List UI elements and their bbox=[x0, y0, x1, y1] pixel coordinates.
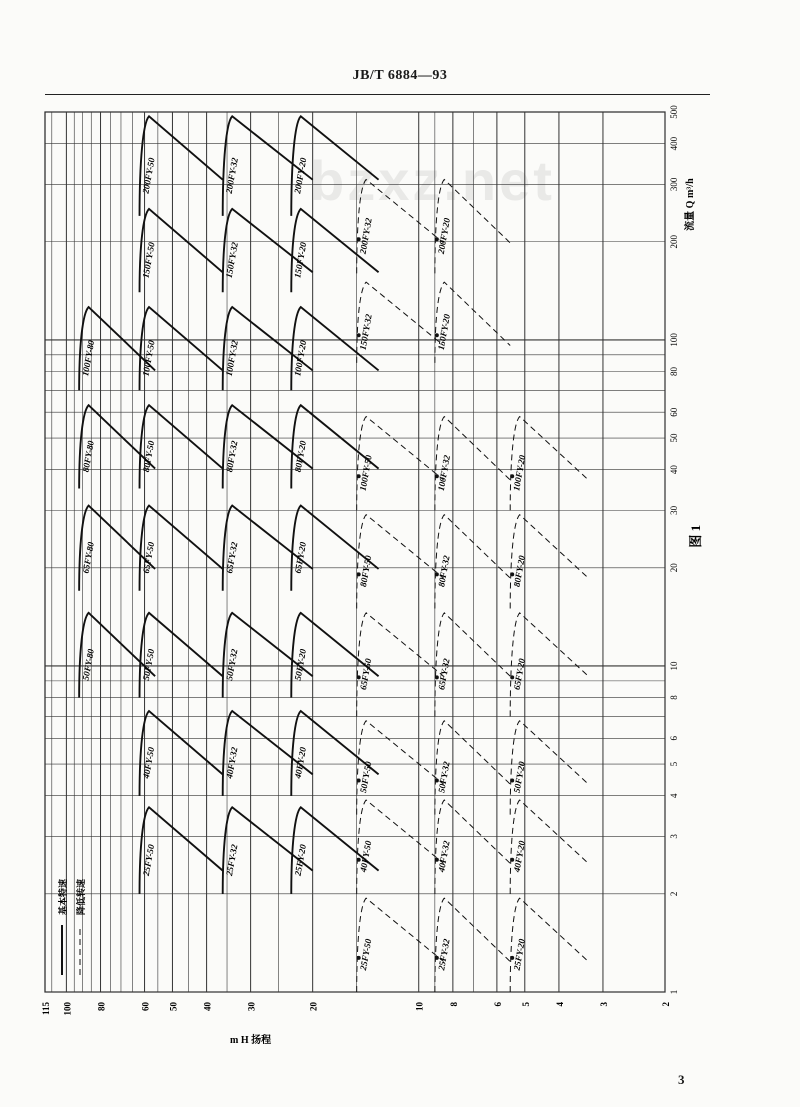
y-tick-label: 200 bbox=[669, 234, 679, 249]
chart-labels bbox=[80, 156, 527, 972]
x-tick-label: 100 bbox=[62, 1002, 73, 1016]
chart-legend bbox=[57, 879, 86, 975]
x-tick-label: 60 bbox=[140, 1002, 151, 1011]
series-label: 25FY-20 bbox=[292, 843, 308, 877]
y-tick-label: 100 bbox=[669, 333, 679, 347]
series-label: 40FY-32 bbox=[224, 746, 240, 780]
series-label: 40FY-50 bbox=[358, 839, 374, 873]
series-label: 200FY-20 bbox=[292, 156, 309, 195]
document-header: JB/T 6884—93 bbox=[352, 68, 448, 83]
y-tick-label: 2 bbox=[669, 891, 679, 897]
series-label: 50FY-80 bbox=[80, 648, 96, 682]
series-label: 150FY-50 bbox=[140, 241, 157, 279]
x-tick-label: 6 bbox=[492, 1002, 503, 1007]
y-tick-label: 8 bbox=[669, 695, 679, 700]
series-label: 80FY-50 bbox=[140, 439, 157, 473]
series-label: 50FY-32 bbox=[436, 760, 452, 794]
series-label: 40FY-20 bbox=[511, 839, 527, 873]
y-tick-label: 80 bbox=[669, 366, 679, 376]
x-tick-label: 50 bbox=[168, 1002, 179, 1011]
x-tick-label: 30 bbox=[246, 1002, 257, 1011]
series-label: 40FY-32 bbox=[436, 839, 452, 873]
y-tick-label: 60 bbox=[669, 407, 679, 417]
series-label: 50FY-50 bbox=[358, 760, 374, 794]
series-label: 25FY-50 bbox=[140, 843, 157, 877]
y-tick-label: 4 bbox=[669, 793, 679, 798]
x-tick-label: 115 bbox=[41, 1002, 51, 1016]
page-number: 3 bbox=[678, 1072, 685, 1087]
series-label: 50FY-20 bbox=[511, 760, 527, 794]
x-tick-label: 40 bbox=[202, 1002, 213, 1011]
series-label: 150FY-32 bbox=[357, 313, 374, 351]
series-label: 80FY-32 bbox=[436, 554, 452, 588]
x-tick-label: 4 bbox=[554, 1002, 565, 1007]
series-label: 40FY-50 bbox=[140, 746, 157, 780]
x-axis-label: m H 扬程 bbox=[230, 1035, 272, 1046]
legend-label: 基本特速 bbox=[58, 878, 68, 915]
legend-label: 降低转速 bbox=[76, 878, 86, 915]
watermark: bzxz.net bbox=[310, 149, 555, 212]
x-tick-label: 10 bbox=[414, 1002, 425, 1011]
y-tick-label: 20 bbox=[669, 563, 679, 573]
series-label: 65FY-80 bbox=[80, 541, 96, 575]
series-label: 200FY-20 bbox=[435, 217, 452, 255]
y-tick-label: 6 bbox=[669, 736, 679, 741]
series-label: 100FY-20 bbox=[292, 339, 309, 377]
series-label: 80FY-32 bbox=[224, 439, 240, 473]
y-tick-label: 500 bbox=[669, 105, 679, 119]
series-label: 25FY-32 bbox=[224, 843, 240, 877]
x-tick-label: 2 bbox=[661, 1002, 671, 1007]
series-label: 25FY-32 bbox=[436, 938, 452, 972]
series-label: 100FY-32 bbox=[223, 339, 240, 377]
y-tick-label: 10 bbox=[669, 661, 679, 671]
series-label: 25FY-50 bbox=[358, 938, 374, 972]
series-label: 100FY-50 bbox=[140, 339, 157, 377]
x-tick-label: 5 bbox=[520, 1002, 531, 1007]
series-label: 100FY-50 bbox=[357, 454, 374, 492]
series-label: 50FY-50 bbox=[140, 648, 157, 682]
series-label: 80FY-50 bbox=[358, 554, 374, 588]
y-tick-label: 300 bbox=[669, 177, 679, 192]
series-label: 25FY-20 bbox=[511, 938, 527, 972]
y-tick-label: 3 bbox=[669, 834, 679, 839]
series-label: 50FY-32 bbox=[224, 648, 240, 682]
y-tick-label: 50 bbox=[669, 433, 679, 443]
series-label: 200FY-32 bbox=[357, 217, 374, 255]
series-label: 80FY-80 bbox=[80, 439, 96, 473]
series-label: 65FY-50 bbox=[140, 541, 157, 575]
series-label: 150FY-20 bbox=[292, 241, 309, 279]
series-label: 150FY-32 bbox=[223, 241, 240, 279]
series-label: 100FY-32 bbox=[435, 454, 452, 492]
series-label: 65FY-20 bbox=[292, 541, 308, 575]
figure-label: 图 1 bbox=[688, 524, 703, 548]
series-label: 65FY-50 bbox=[358, 657, 374, 691]
series-label: 50FY-20 bbox=[292, 648, 308, 682]
y-axis-label: 流量 Q m³/h bbox=[685, 178, 696, 231]
series-label: 40FY-20 bbox=[292, 746, 308, 780]
series-label: 80FY-20 bbox=[292, 439, 308, 473]
series-label: 80FY-20 bbox=[511, 554, 527, 588]
y-tick-label: 5 bbox=[669, 761, 679, 767]
y-tick-label: 1 bbox=[669, 989, 679, 995]
x-tick-label: 8 bbox=[448, 1002, 459, 1007]
x-tick-label: 20 bbox=[308, 1002, 319, 1011]
series-label: 200FY-50 bbox=[140, 156, 157, 195]
y-tick-label: 40 bbox=[669, 465, 679, 475]
y-tick-label: 30 bbox=[669, 505, 679, 515]
y-tick-label: 400 bbox=[669, 136, 679, 151]
series-label: 200FY-32 bbox=[223, 156, 240, 195]
series-label: 65FY-32 bbox=[224, 541, 240, 575]
series-label: 65FY-20 bbox=[511, 657, 527, 691]
series-label: 100FY-80 bbox=[80, 339, 97, 377]
series-label: 100FY-20 bbox=[511, 454, 528, 492]
series-label: 65FY-32 bbox=[436, 657, 452, 691]
x-tick-label: 80 bbox=[96, 1002, 107, 1011]
x-tick-label: 3 bbox=[598, 1002, 609, 1007]
series-label: 150FY-20 bbox=[435, 313, 452, 351]
